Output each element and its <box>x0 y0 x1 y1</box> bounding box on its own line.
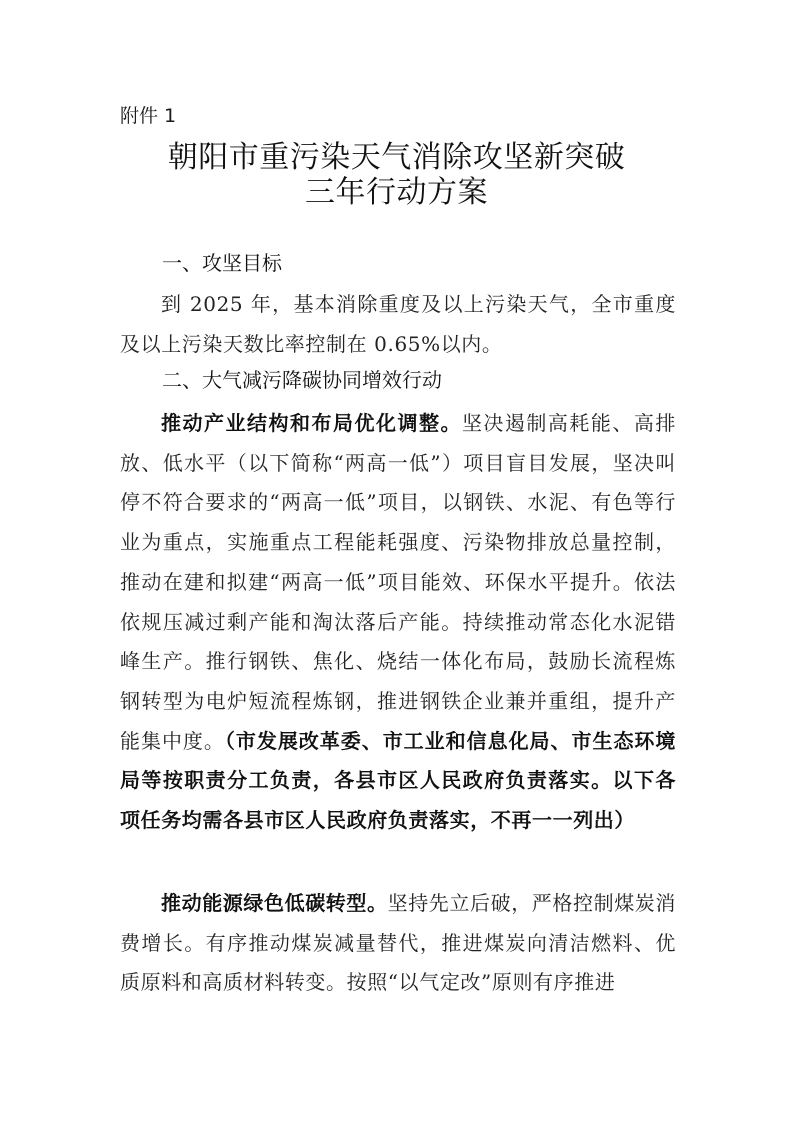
item1-lead: 推动产业结构和布局优化调整。 <box>161 411 462 435</box>
document-title-line1: 朝阳市重污染天气消除攻坚新突破 <box>167 140 626 175</box>
section2-item2-paragraph <box>120 884 676 1003</box>
section2-heading: 二、大气减污降碳协同增效行动 <box>162 368 442 392</box>
item1-text: 坚决遏制高耗能、高排放、低水平（以下简称“两高一低”）项目盲目发展，坚决叫停不符合要求的“两高一低”项目，以钢铁、水泥、有色等行业为重点，实施重点工程能耗强度、污染物排放总量控制，推动在建和拟建“两高一低”项目能效、环保水平提升。依法依规压减过剩产能和淘汰落后产能。持续推动常态化水泥错峰生产。推行钢铁、焦化、烧结一体化布局，鼓励长流程炼钢转型为电炉短流程炼钢，推进钢铁企业兼并重组，提升产能集中度。 <box>120 411 676 753</box>
item2-text: 坚持先立后破，严格控制煤炭消费增长。有序推动煤炭减量替代，推进煤炭向清洁燃料、优质原料和高质材料转变。按照“以气定改”原则有序推进 <box>120 891 677 995</box>
item1-responsibility: （市发展改革委、市工业和信息化局、市生态环境局等按职责分工负责，各县市区人民政府负责落实。以下各项任务均需各县市区人民政府负责落实，不再一一列出） <box>120 728 677 833</box>
section1-heading: 一、攻坚目标 <box>162 251 282 275</box>
section2-item1-paragraph <box>120 404 676 841</box>
attachment-label: 附件 1 <box>120 105 177 127</box>
document-title-line2: 三年行动方案 <box>305 175 488 210</box>
item2-lead: 推动能源绿色低碳转型。 <box>161 891 388 915</box>
section1-paragraph: 到 2025 年，基本消除重度及以上污染天气，全市重度及以上污染天数比率控制在 0.65%以内。 <box>120 292 676 356</box>
